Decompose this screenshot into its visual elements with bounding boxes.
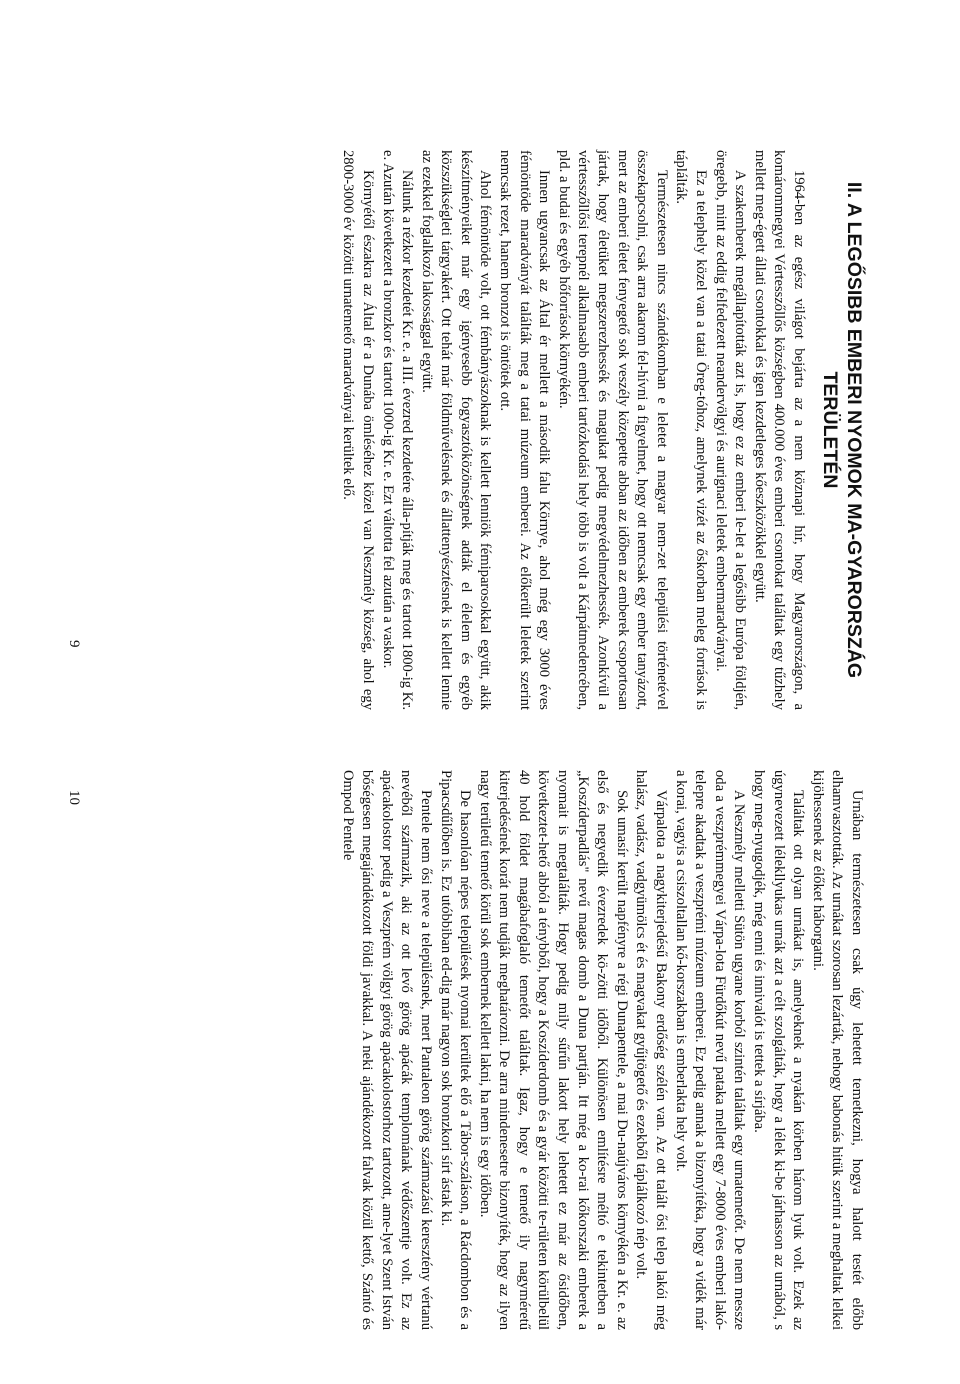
paragraph: Nálunk a rézkor kezdetét Kr. e. a III. évezred kezdetére álla-pítják meg és tartott 1800-ig Kr. e. Azután következett a bronzkor és tartott 1000-ig Kr. e. Ezt váltotta fel azután a vaskor.	[379, 150, 416, 710]
paragraph: Urnában természetesen csak úgy lehetett temetkezni, hogya halott testét előbb elhamvasztották. Az urnákat szorosan lezárták, nehogy babonás hitük szerint a meghaltak lelkei kijöhessenek az élőket háborgatni.	[809, 770, 865, 1330]
paragraph: A szakemberek megállapították azt is, hogy ez az emberi le-let a legősibb Európa földjén, öregebb, mint az eddig felfedezett neandervölgyi és aurignaci leletek embermaradványai.	[712, 150, 749, 710]
page-number: 10	[66, 790, 82, 805]
left-page	[66, 150, 866, 710]
paragraph: A Neszmély melletti Sütön ugyane korból szintén találtak egy urnatemetőt. De nem messze oda a veszprémmegyei Várpa-lota Fürdőkút nevű pataka mellett egy 7-8000 éves emberi lakó-telepre akadtak a veszprémi múzeum emberei. Ez pedig annak a bizonyítéka, hogy a vidék már a korai, vagyis a csiszoltallan kő-korszakban is emberlakta hely volt.	[672, 770, 748, 1330]
page-number: 9	[66, 640, 82, 648]
right-page-content	[337, 770, 866, 1330]
paragraph: De hasonlóan népes települések nyomai kerültek elő a Tábor-száláson, a Rácdombon és a Pipacsdűlőben is. Ez utóbbiban ed-dig már nagyon sok bronzkori sírt ástak ki.	[437, 770, 474, 1330]
paragraph: Környétől északra az Által ér a Dunába ömléséhez közel van Neszmély község, ahol egy 2800-3000 év közötti urnatemető maradványai kerültek elő.	[340, 150, 376, 710]
paragraph: Innen ugyancsak az Által ér mellett a második falu Környe, ahol még egy 3000 éves fémöntöde maradványát találták meg a tatai múzeum emberei. Az előkerült leletek szerint nemcsak rezet, hanem bronzot is öntötek ott.	[497, 150, 553, 710]
paragraph: Pentele nem ősi neve a településnek, mert Pantaleon görög származású keresztény vértanú nevéből származik, aki az ott levő görög apácák templomának védőszentje volt. Ez az apácakolostor pedig a Veszprém völgyi görög apácakolostorhoz tartozott, ame-lyet Szent István bőségesen megajándékozott földi javakkal. A neki ajándékozott falvak közül kettő, Szántó és Ompod Pentele	[339, 770, 434, 1330]
paragraph: Ez a telephely közel van a tatai Öreg-tóhoz, amelynek vizét az őskorban meleg források is táplálták.	[673, 150, 710, 710]
paragraph: Ahol fémöntöde volt, ott fémbányászoknak is kellett lenniök fémiparosokkal együtt, akik készítményeiket már egy igényesebb fogyasztóközönségnek adták el élelem és egyéb közszükségleti tárgyakért. Ott tehát már földművelésnek és állattenyésztésnek is kellett lennie az ezekkel foglalkozó lakossággal együtt.	[418, 150, 494, 710]
paragraph: Találtak ott olyan urnákat is, amelyeknek a nyakán körben három lyuk volt. Ezek az úgynevezett lélekllyukas urnák azt a célt szolgálták, hogy a lélek ki-be járhasson az urnából, s hogy meg-nyugodjék, még enni és innivalót is tettek a sírjába.	[751, 770, 807, 1330]
paragraph: Természetesen nincs szándékomban e leletet a magyar nem-zet települési történetével összekapcsolni, csak arra akarom fel-hívni a figyelmet, hogy ott nemcsak egy ember tanyázott, mert az emberi életet fenyegető sok veszély közepette abban az időben az emberek csoportosan jártak, hogy életüket megszerezhessék és magukat pedig megvédelmezhessék. Azonkívül a vértesszőllősi terepnél alkalmasabb emberi tartózkodási hely több is volt a Kárpátmedencében, pld. a budai és egyéb hőforrások környékén.	[555, 150, 670, 710]
paragraph: Sok umasír került napfényre a régi Dunapentele, a mai Du-naújváros környékén a Kr. e. az első és negyedik évezredek kö-zötti időből. Különösen említésre méltó e tekintetben a „Koszíderpadlás" nevű magas domb a Duna partján. Itt még a ko-rai kőkorszaki emberek a nyomait is megtalálták. Hogy pedig mily sűrűn lakott hely lehetett ez már az ősidőben, következtet-hető abból a ténybből, hogy a Koszíderdomb és a gyár közötti te-rületen körülbelül 40 hold földet magábafoglaló temetőt találtak. Igaz, hogy e temető ily nagyméretű kiterjedésének korát nem tudják meghatározni. De arra mindenesetre bizonyíték, hogy az ilyen nagy területű temető körül sok embernek kellett lakni, ha nem is egy időben.	[476, 770, 630, 1330]
left-page-content	[338, 150, 866, 710]
paragraph: 1964-ben az egész világot bejárta az a nem köznapi hír, hogy Magyarországon, a komárommegyei Vértesszőllős községben 400.000 éves emberi csontokat találtak egy tűzhely mellett meg-égett állati csontokkal és igen kezdetleges kőeszközökkel együtt.	[751, 150, 807, 710]
right-page	[66, 770, 866, 1330]
paragraph: Várpalota a nagykiterjedésű Bakony erdőség szélén van. Az ott talált ősi telep lakói még halász, vadász, vadgyümölcs ét és magvakat gyűjtögető és ezekből táplálkozó nép volt.	[633, 770, 670, 1330]
chapter-heading: II. A LEGŐSIBB EMBERI NYOMOK MA-GYARORSZÁG TERÜLETÉN	[819, 181, 865, 679]
